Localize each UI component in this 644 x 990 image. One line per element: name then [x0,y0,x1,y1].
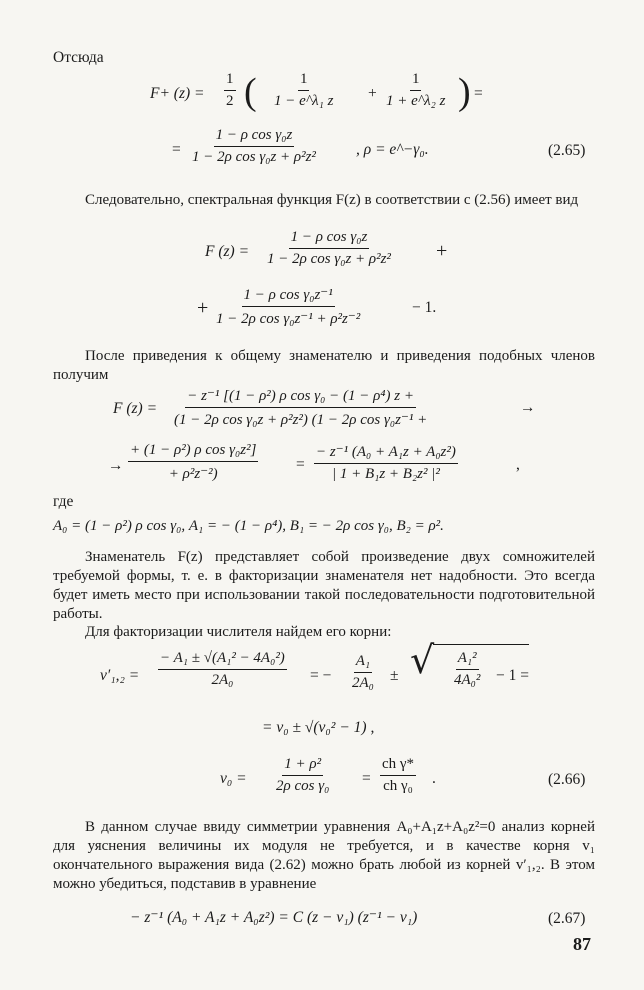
half-den: 2 [226,93,234,109]
left-paren: ( [244,71,257,113]
roots-f1-den: 2A₀ [211,672,234,688]
long-comma: , [516,456,520,473]
long-den-1: (1 − 2ρ cos γ₀z + ρ²z²) (1 − 2ρ cos γ₀z⁻¹ + [174,412,428,428]
big-radical-sign: √ [410,638,435,682]
rho-definition: , ρ = e^−γ₀. [356,141,429,158]
fplus-result-num: 1 − ρ cos γ₀z [214,127,295,147]
long-lhs: F (z) = [113,400,158,417]
F-term-a [265,229,393,268]
long-num-1: − z⁻¹ [(1 − ρ²) ρ cos γ₀ − (1 − ρ⁴) z + [185,386,416,408]
paragraph-spectral: Следовательно, спектральная функция F(z) в соответствии с (2.56) имеет вид [85,192,579,208]
v0-eq: = [362,770,371,787]
roots-pm: ± [390,667,399,684]
long-den-3: | 1 + B₁z + B₂z² |² [331,466,440,482]
F-plus-end: + [436,240,448,262]
fplus-eq: = [474,85,483,102]
roots-fraction-2 [350,653,376,692]
v0-dot: . [432,770,436,787]
roots-lhs: v′₁,₂ = [100,667,140,684]
v0-f1-den: 2ρ cos γ₀ [276,778,330,794]
roots-f3-num: A₁² [456,650,479,670]
intro-word: Отсюда [53,49,104,66]
roots-f2-num: A₁ [354,653,372,673]
fplus-result-fraction [190,127,318,166]
radical-overline [433,644,529,645]
paragraph-symmetry: В данном случае ввиду симметрии уравнения A₀+A₁z+A₀z²=0 анализ корней для уяснения величины их модуля не требуется, и в качестве корня v₁ окончательного выражения вида (2.62) можно брать любой из корней v′₁,₂. В этом можно убедиться, подставив в уравнение [53,819,595,892]
half-fraction [224,71,236,110]
long-num-2: + (1 − ρ²) ρ cos γ₀z²] [128,442,258,462]
v0-fraction-1 [274,756,331,795]
equation-number-2-67: (2.67) [548,910,586,927]
roots-line-2: = v₀ ± √(v₀² − 1) , [262,719,375,736]
paragraph-common-denominator: После приведения к общему знаменателю и приведения подобных членов получим [53,348,595,383]
page-number: 87 [573,934,591,954]
arrow-right-2: → [108,457,124,474]
v0-f1-num: 1 + ρ² [282,756,323,776]
term2-den: 1 + e^λ₂ z [386,93,446,109]
F-term-a-num: 1 − ρ cos γ₀z [289,229,370,249]
v0-fraction-2 [380,756,416,795]
roots-f1-num: − A₁ ± √(A₁² − 4A₀²) [158,650,287,670]
fplus-lead-eq: = [172,141,181,158]
F-lhs: F (z) = [205,243,250,260]
paragraph-factorization: Для факторизации числителя найдем его корни: [85,624,392,640]
term2-fraction [384,71,447,110]
v0-lhs: v₀ = [220,770,247,787]
term1-den: 1 − e^λ₁ z [274,93,334,109]
long-fraction-2 [128,442,258,483]
roots-eq-minus: = − [310,667,332,684]
fplus-lhs: F+ (z) = [150,85,205,102]
plus-sign: + [368,85,377,102]
term1-fraction [272,71,335,110]
F-term-b [214,285,362,328]
roots-f2-den: 2A₀ [352,675,374,691]
F-term-a-den: 1 − 2ρ cos γ₀z + ρ²z² [267,251,391,267]
roots-fraction-1 [158,650,287,689]
coefficients-line: A₀ = (1 − ρ²) ρ cos γ₀, A₁ = − (1 − ρ⁴), B₁ = − 2ρ cos γ₀, B₂ = ρ². [53,518,444,534]
F-tail: − 1. [412,299,437,316]
where-word: где [53,493,74,510]
half-num: 1 [224,71,236,91]
v0-f2-den: ch γ₀ [383,778,413,794]
v0-f2-num: ch γ* [380,756,416,776]
roots-minus-one: − 1 = [496,667,529,684]
roots-f3-den: 4A₀² [454,672,481,688]
arrow-right-1: → [520,399,536,416]
F-plus-start: + [197,297,209,319]
F-term-b-den: 1 − 2ρ cos γ₀z⁻¹ + ρ²z⁻² [216,311,361,327]
equation-2-67: − z⁻¹ (A₀ + A₁z + A₀z²) = C (z − v₁) (z⁻¹ − v₁) [130,909,418,926]
long-fraction-3 [314,442,458,483]
paragraph-denominator: Знаменатель F(z) представляет собой произведение двух сомножителей требуемой формы, т. е. в факторизации знаменателя нет надобности. Это всегда будет иметь место при использовании такой последовательности подготовительной работы. [53,549,595,622]
roots-fraction-3 [452,650,482,689]
long-num-3: − z⁻¹ (A₀ + A₁z + A₀z²) [314,442,458,464]
term2-num: 1 [410,71,422,91]
equation-number-2-66: (2.66) [548,771,586,788]
right-paren: ) [458,71,471,113]
F-term-b-num: 1 − ρ cos γ₀z⁻¹ [242,285,335,307]
long-fraction-1 [172,386,429,429]
long-eq: = [296,456,305,473]
long-den-2: + ρ²z⁻²) [168,466,218,482]
equation-number-2-65: (2.65) [548,142,586,159]
term1-num: 1 [298,71,310,91]
fplus-result-den: 1 − 2ρ cos γ₀z + ρ²z² [192,149,316,165]
